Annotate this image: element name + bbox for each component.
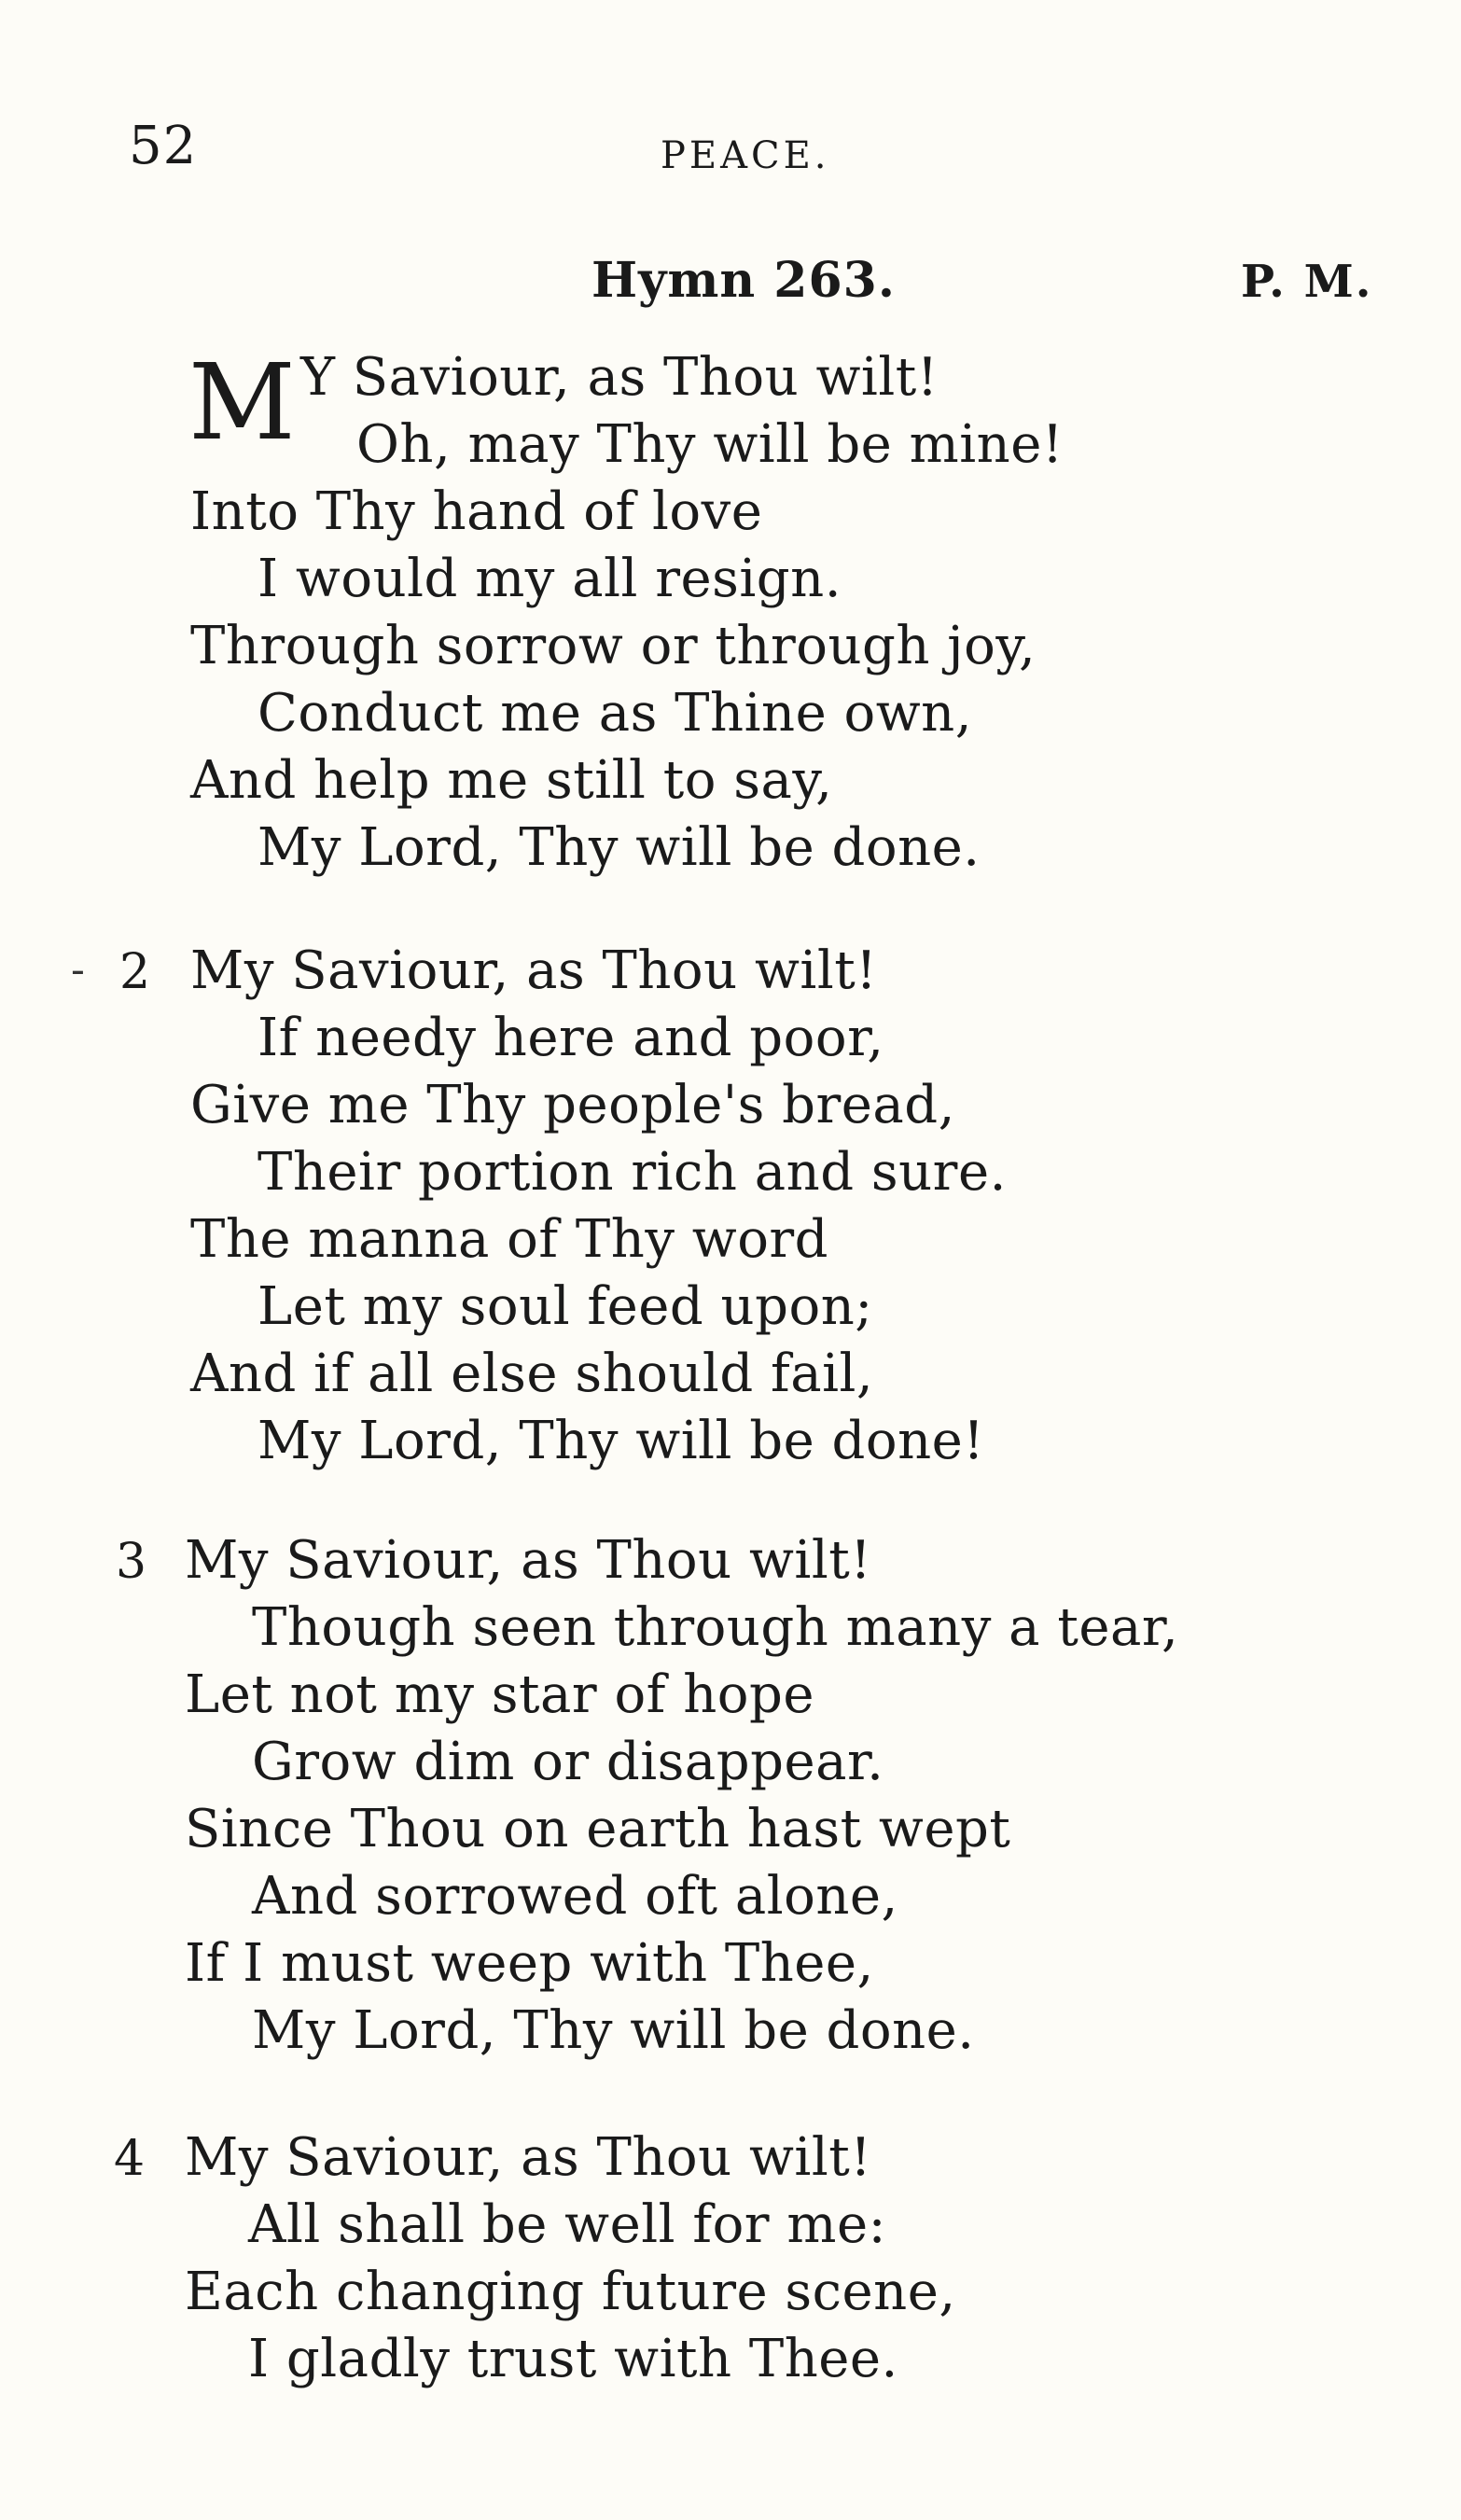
verse-line: Y Saviour, as Thou wilt! xyxy=(300,347,939,408)
verse-line: Let my soul feed upon; xyxy=(257,1276,873,1337)
verse-line: Conduct me as Thine own, xyxy=(257,683,973,744)
verse-line: My Lord, Thy will be done. xyxy=(252,2000,975,2061)
stanza-number: 2 xyxy=(119,944,151,1000)
verse-line: Each changing future scene, xyxy=(185,2262,956,2322)
hymn-title: Hymn 263. xyxy=(591,252,896,309)
hymn-meter: P. M. xyxy=(1241,256,1373,308)
verse-line: Oh, may Thy will be mine! xyxy=(356,414,1064,475)
stanza-number: 4 xyxy=(114,2131,146,2187)
verse-line: Their portion rich and sure. xyxy=(257,1142,1007,1203)
verse-line: All shall be well for me: xyxy=(248,2194,886,2255)
verse-line: Into Thy hand of love xyxy=(190,481,763,542)
verse-line: Give me Thy people's bread, xyxy=(190,1075,955,1135)
verse-line: Let not my star of hope xyxy=(185,1664,814,1725)
verse-line: The manna of Thy word xyxy=(190,1209,829,1270)
verse-line: And if all else should fail, xyxy=(190,1344,874,1404)
verse-line: If needy here and poor, xyxy=(257,1008,884,1068)
verse-line: If I must weep with Thee, xyxy=(185,1933,874,1994)
verse-line: Since Thou on earth hast wept xyxy=(185,1799,1011,1859)
drop-cap: M xyxy=(188,342,296,464)
verse-line: Though seen through many a tear, xyxy=(252,1597,1179,1658)
verse-line: I gladly trust with Thee. xyxy=(248,2329,898,2389)
verse-line: My Lord, Thy will be done! xyxy=(257,1411,985,1471)
page-number: 52 xyxy=(129,116,198,176)
verse-line: I would my all resign. xyxy=(257,549,842,609)
verse-line: My Lord, Thy will be done. xyxy=(257,817,981,878)
verse-line: My Saviour, as Thou wilt! xyxy=(185,2127,872,2188)
verse-line: My Saviour, as Thou wilt! xyxy=(190,940,878,1001)
verse-line: Through sorrow or through joy, xyxy=(190,616,1037,676)
running-head: PEACE. xyxy=(661,134,830,177)
verse-line: And help me still to say, xyxy=(190,750,833,811)
verse-line: My Saviour, as Thou wilt! xyxy=(185,1530,872,1591)
margin-mark: - xyxy=(71,946,85,994)
verse-line: Grow dim or disappear. xyxy=(252,1732,884,1792)
verse-line: And sorrowed oft alone, xyxy=(252,1866,898,1927)
stanza-number: 3 xyxy=(116,1534,147,1590)
